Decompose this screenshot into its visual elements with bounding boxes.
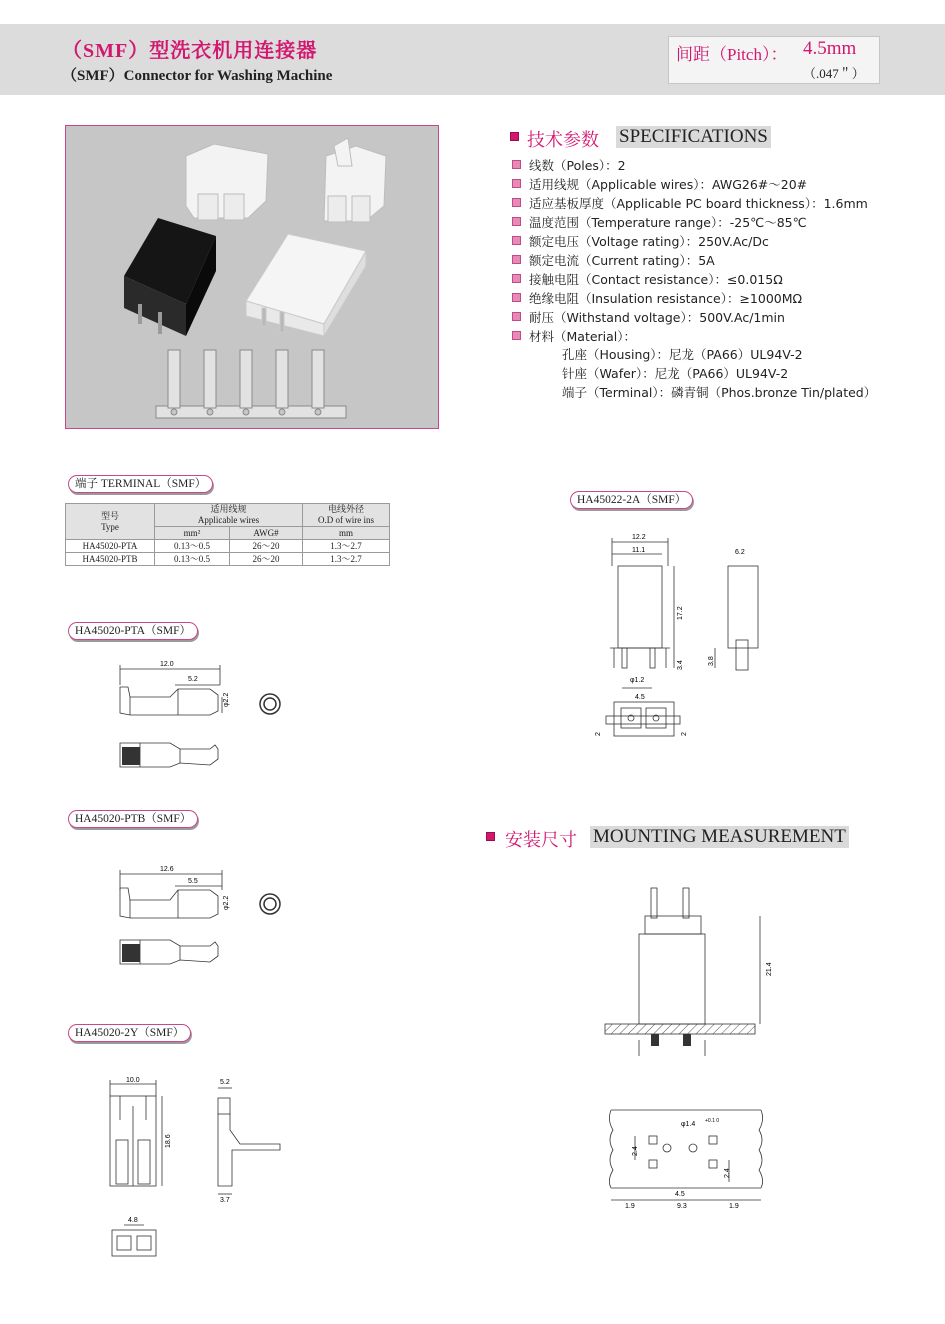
unit-mm2: mm² [155,527,230,540]
bullet-square-icon [512,198,521,207]
pitch-inch: （.047＂） [803,66,865,81]
cell-od: 1.3～2.7 [303,540,390,553]
wafer-dim-2b: 2 [681,732,688,736]
ptb-width-dim: 5.5 [188,878,198,885]
spec-row: 适用线规（Applicable wires）：AWG26#～20# [512,177,807,193]
wafer-height-dim: 17.2 [677,606,684,620]
mount-dim-45: 4.5 [675,1191,685,1198]
cell-od: 1.3～2.7 [303,553,390,566]
pcb-hatch [605,1024,755,1034]
y-label: HA45020-2Y（SMF） [68,1024,191,1042]
mount-side-drawing [595,880,773,1060]
ptb-drawing [100,860,300,980]
solder-right [683,1034,691,1046]
spec-row: 材料（Material）： [512,329,636,345]
y-side-dim: 5.2 [220,1079,230,1086]
unit-mm: mm [303,527,390,540]
cell-awg: 26～20 [230,553,303,566]
bullet-square-icon [512,331,521,340]
pitch-value: 4.5mm [803,38,857,59]
pta-width-dim: 5.2 [188,676,198,683]
material-terminal: 端子（Terminal）：磷青铜（Phos.bronze Tin/plated） [562,385,877,400]
pta-length-dim: 12.0 [160,661,174,668]
page-title-cn: （SMF）型洗衣机用连接器 [62,40,318,62]
mount-dim-19b: 1.9 [729,1203,739,1210]
wafer-width2-dim: 11.1 [632,547,646,554]
spec-row: 线数（Poles）：2 [512,158,626,174]
pta-label: HA45020-PTA（SMF） [68,622,198,640]
product-photo-illustration [66,126,438,428]
bullet-square-icon [512,236,521,245]
mount-dim-93: 9.3 [677,1203,687,1210]
spec-row: 温度范围（Temperature range）：-25℃～85℃ [512,215,807,231]
mount-title-square-icon [486,832,495,841]
spec-row: 耐压（Withstand voltage）：500V.Ac/1min [512,310,785,326]
wafer-width1-dim: 12.2 [632,534,646,541]
table-row [66,553,390,566]
pta-crimp-shade [122,747,140,765]
bullet-square-icon [512,312,521,321]
solder-left [651,1034,659,1046]
bullet-square-icon [512,160,521,169]
cell-type: HA45020-PTA [66,540,155,553]
bullet-square-icon [512,255,521,264]
bullet-square-icon [512,179,521,188]
page-title-en: （SMF）Connector for Washing Machine [62,68,333,84]
bullet-square-icon [512,293,521,302]
material-housing: 孔座（Housing）：尼龙（PA66）UL94V-2 [562,347,803,362]
cell-awg: 26～20 [230,540,303,553]
pitch-label: 间距（Pitch）： [676,45,788,64]
y-width-dim: 10.0 [126,1077,140,1084]
ptb-length-dim: 12.6 [160,866,174,873]
cell-mm2: 0.13～0.5 [155,553,230,566]
spec-row: 额定电流（Current rating）：5A [512,253,715,269]
wafer-side-height-dim: 3.8 [708,656,715,666]
mount-hole-diameter-dim: φ1.4 [681,1121,696,1128]
wafer-pin-diameter-dim: φ1.2 [630,677,645,684]
header-od: 电线外径 O.D of wire ins [303,504,390,527]
mount-height-dim: 21.4 [766,962,773,976]
wafer-side-dim: 6.2 [735,549,745,556]
wafer-drawing [590,530,770,760]
mount-dim-19a: 1.9 [625,1203,635,1210]
header-type: 型号 Type [66,504,155,540]
wafer-pin-dim: 3.4 [677,660,684,670]
y-height-dim: 18.6 [165,1134,172,1148]
bullet-square-icon [512,274,521,283]
spec-title-cn: 技术参数 [527,130,599,151]
terminal-table [65,503,390,566]
spec-row: 适应基板厚度（Applicable PC board thickness）：1.6mm [512,196,868,212]
mount-pcb-layout-drawing [605,1100,775,1220]
spec-row: 额定电压（Voltage rating）：250V.Ac/Dc [512,234,769,250]
mount-dim-24b: 2.4 [724,1168,731,1178]
terminal-table-label: 端子 TERMINAL（SMF） [68,475,213,493]
ptb-diameter-dim: φ2.2 [223,895,230,910]
mount-title-en: MOUNTING MEASUREMENT [590,826,849,848]
wafer-dim-2a: 2 [595,732,602,736]
material-wafer: 针座（Wafer）：尼龙（PA66）UL94V-2 [562,366,789,381]
ptb-label: HA45020-PTB（SMF） [68,810,198,828]
y-side-bottom-dim: 3.7 [220,1197,230,1204]
cell-type: HA45020-PTB [66,553,155,566]
spec-row: 绝缘电阻（Insulation resistance）：≥1000MΩ [512,291,802,307]
mount-hole-tolerance: +0.1 0 [705,1118,720,1124]
ptb-crimp-shade [122,944,140,962]
unit-awg: AWG# [230,527,303,540]
mount-title-cn: 安装尺寸 [505,830,577,851]
table-row [66,540,390,553]
mount-dim-24a: 2.4 [632,1146,639,1156]
y-pitch-dim: 4.8 [128,1217,138,1224]
spec-title-en: SPECIFICATIONS [616,126,771,148]
wafer-label: HA45022-2A（SMF） [570,491,693,509]
cell-mm2: 0.13～0.5 [155,540,230,553]
y-drawing [100,1070,310,1270]
spec-row: 接触电阻（Contact resistance）：≤0.015Ω [512,272,783,288]
header-wires: 适用线规 Applicable wires [155,504,303,527]
bullet-square-icon [512,217,521,226]
product-photo [65,125,439,429]
wafer-pitch-dim: 4.5 [635,694,645,701]
pta-drawing [100,655,300,775]
spec-title-square-icon [510,132,519,141]
pta-diameter-dim: φ2.2 [223,692,230,707]
